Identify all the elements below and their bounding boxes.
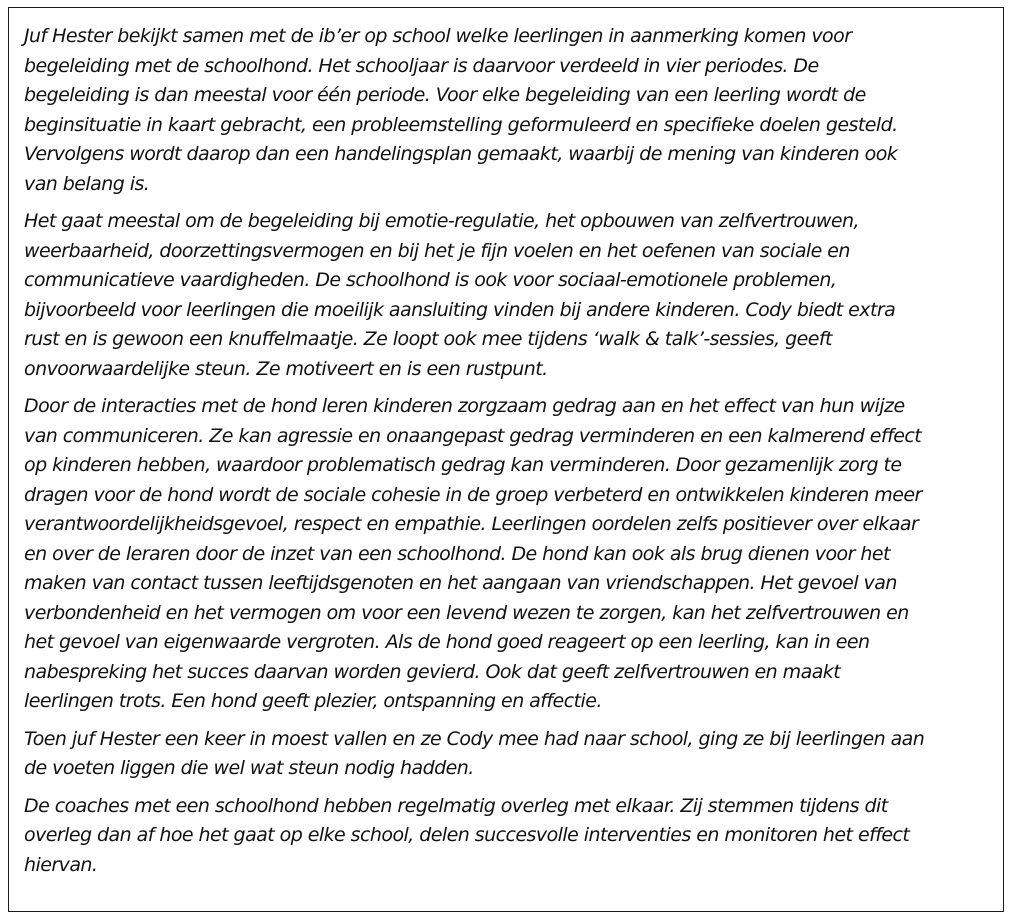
paragraph-2 <box>24 207 994 384</box>
text-line: het gevoel van eigenwaarde vergroten. Als de hond goed reageert op een leerling, kan in een <box>24 631 870 653</box>
paragraph-3 <box>24 392 994 717</box>
text-line: hiervan. <box>24 853 98 876</box>
text-line: begeleiding met de schoolhond. Het schooljaar is daarvoor verdeeld in vier periodes. De <box>24 54 819 77</box>
document-body <box>24 22 994 888</box>
text-line: Juf Hester bekijkt samen met de ib’er op school welke leerlingen in aanmerking komen voor <box>24 25 852 47</box>
text-line: de voeten liggen die wel wat steun nodig hadden. <box>24 757 474 779</box>
paragraph-4 <box>24 725 994 784</box>
text-line: en over de leraren door de inzet van een schoolhond. De hond kan ook als brug dienen voor het <box>24 542 890 565</box>
text-line: Toen juf Hester een keer in moest vallen en ze Cody mee had naar school, ging ze bij leerlingen aan <box>24 727 925 750</box>
text-line: bijvoorbeeld voor leerlingen die moeilijk aansluiting vinden bij andere kinderen. Cody biedt extra <box>24 298 896 321</box>
text-line: rust en is gewoon een knuffelmaatje. Ze loopt ook mee tijdens ‘walk & talk’-sessies, geeft <box>24 328 832 350</box>
text-line: overleg dan af hoe het gaat op elke school, delen succesvolle interventies en monitoren het effect <box>24 824 910 846</box>
text-line: van communiceren. Ze kan agressie en onaangepast gedrag verminderen en een kalmerend effect <box>24 424 922 447</box>
text-line: onvoorwaardelijke steun. Ze motiveert en is een rustpunt. <box>24 357 548 380</box>
paragraph-1 <box>24 22 994 199</box>
text-line: Door de interacties met de hond leren kinderen zorgzaam gedrag aan en het effect van hun wijze <box>24 395 905 417</box>
text-line: Vervolgens wordt daarop dan een handelingsplan gemaakt, waarbij de mening van kinderen ook <box>24 143 898 165</box>
text-line: weerbaarheid, doorzettingsvermogen en bij het je fijn voelen en het oefenen van sociale en <box>24 239 850 262</box>
text-line: verbondenheid en het vermogen om voor een levend wezen te zorgen, kan het zelfvertrouwen en <box>24 601 909 624</box>
text-line: leerlingen trots. Een hond geeft plezier, ontspanning en affectie. <box>24 690 602 712</box>
text-line: De coaches met een schoolhond hebben regelmatig overleg met elkaar. Zij stemmen tijdens dit <box>24 794 888 817</box>
text-line: verantwoordelijkheidsgevoel, respect en empathie. Leerlingen oordelen zelfs positiever over elkaar <box>24 513 919 535</box>
text-line: nabespreking het succes daarvan worden gevierd. Ook dat geeft zelfvertrouwen en maakt <box>24 660 841 683</box>
text-line: van belang is. <box>24 172 150 195</box>
text-line: maken van contact tussen leeftijdsgenoten en het aangaan van vriendschappen. Het gevoel van <box>24 572 897 594</box>
text-line: op kinderen hebben, waardoor problematisch gedrag kan verminderen. Door gezamenlijk zorg te <box>24 454 902 476</box>
text-line: Het gaat meestal om de begeleiding bij emotie-regulatie, het opbouwen van zelfvertrouwen, <box>24 210 860 232</box>
text-line: begeleiding is dan meestal voor één periode. Voor elke begeleiding van een leerling wordt de <box>24 84 866 106</box>
text-line: communicatieve vaardigheden. De schoolhond is ook voor sociaal-emotionele problemen, <box>24 269 837 291</box>
text-line: beginsituatie in kaart gebracht, een probleemstelling geformuleerd en specifieke doelen gesteld. <box>24 113 898 136</box>
paragraph-5 <box>24 792 994 881</box>
text-frame <box>8 7 1004 912</box>
text-line: dragen voor de hond wordt de sociale cohesie in de groep verbeterd en ontwikkelen kinderen meer <box>24 483 922 506</box>
